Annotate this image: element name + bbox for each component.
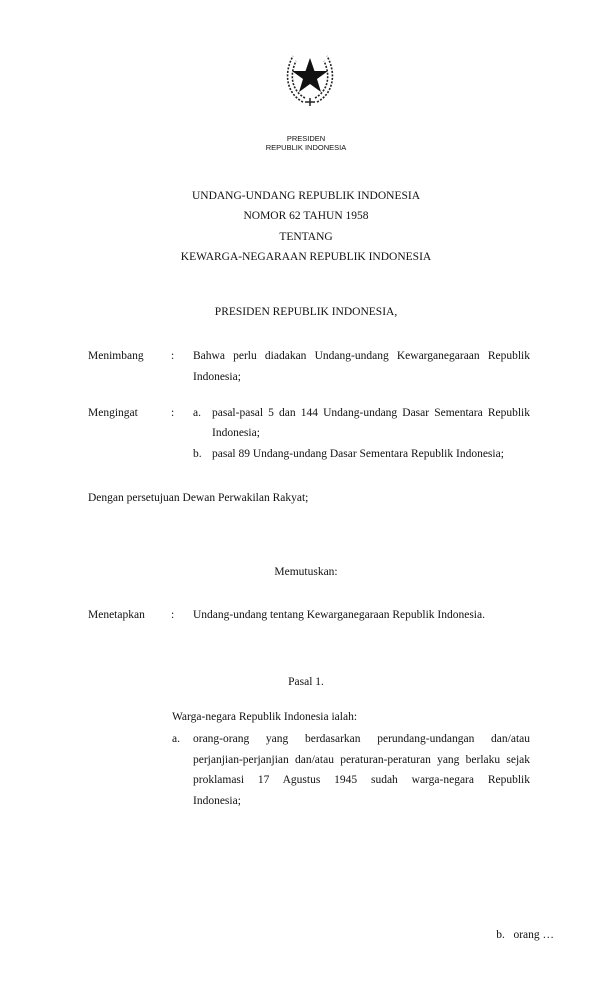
title-line-1: UNDANG-UNDANG REPUBLIK INDONESIA [191,190,421,202]
colon: : [171,407,175,419]
page-continuation: b. orang … [496,929,554,941]
list-marker-b: b. [193,448,202,460]
title-line-3: TENTANG [279,231,333,243]
pasal-1-a-line-3: proklamasi 17 Agustus 1945 sudah warga-negara Republik [193,774,530,786]
pasal-1-a-line-2: perjanjian-perjanjian dan/atau peraturan-peraturan yang berlaku sejak [193,754,530,766]
memutuskan-heading: Memutuskan: [274,566,338,578]
president-heading: PRESIDEN REPUBLIK INDONESIA, [214,306,398,318]
menimbang-line-2: Indonesia; [193,371,241,383]
menetapkan-text: Undang-undang tentang Kewarganegaraan Republik Indonesia. [193,609,485,621]
list-marker-a: a. [172,733,180,745]
pasal-1-a-line-4: Indonesia; [193,795,241,807]
mengingat-b-line-1: pasal 89 Undang-undang Dasar Sementara Republik Indonesia; [212,448,504,460]
colon: : [171,350,175,362]
menetapkan-label: Menetapkan [88,609,145,621]
letterhead-presiden: PRESIDEN [286,134,326,143]
letterhead-republik: REPUBLIK INDONESIA [265,143,347,152]
pasal-1-a-line-1: orang-orang yang berdasarkan perundang-undangan dan/atau [193,733,530,745]
menimbang-line-1: Bahwa perlu diadakan Undang-undang Kewarganegaraan Republik [193,350,530,362]
title-line-2: NOMOR 62 TAHUN 1958 [243,210,369,222]
pasal-1-intro: Warga-negara Republik Indonesia ialah: [172,711,358,723]
title-line-4: KEWARGA-NEGARAAN REPUBLIK INDONESIA [180,251,432,263]
mengingat-label: Mengingat [88,407,138,419]
persetujuan-text: Dengan persetujuan Dewan Perwakilan Rakyat; [88,492,309,504]
mengingat-a-line-2: Indonesia; [212,427,260,439]
pasal-1-heading: Pasal 1. [288,676,324,688]
colon: : [171,609,175,621]
state-emblem-icon [281,46,339,110]
mengingat-a-line-1: pasal-pasal 5 dan 144 Undang-undang Dasar Sementara Republik [212,407,530,419]
list-marker-a: a. [193,407,201,419]
menimbang-label: Menimbang [88,350,144,362]
